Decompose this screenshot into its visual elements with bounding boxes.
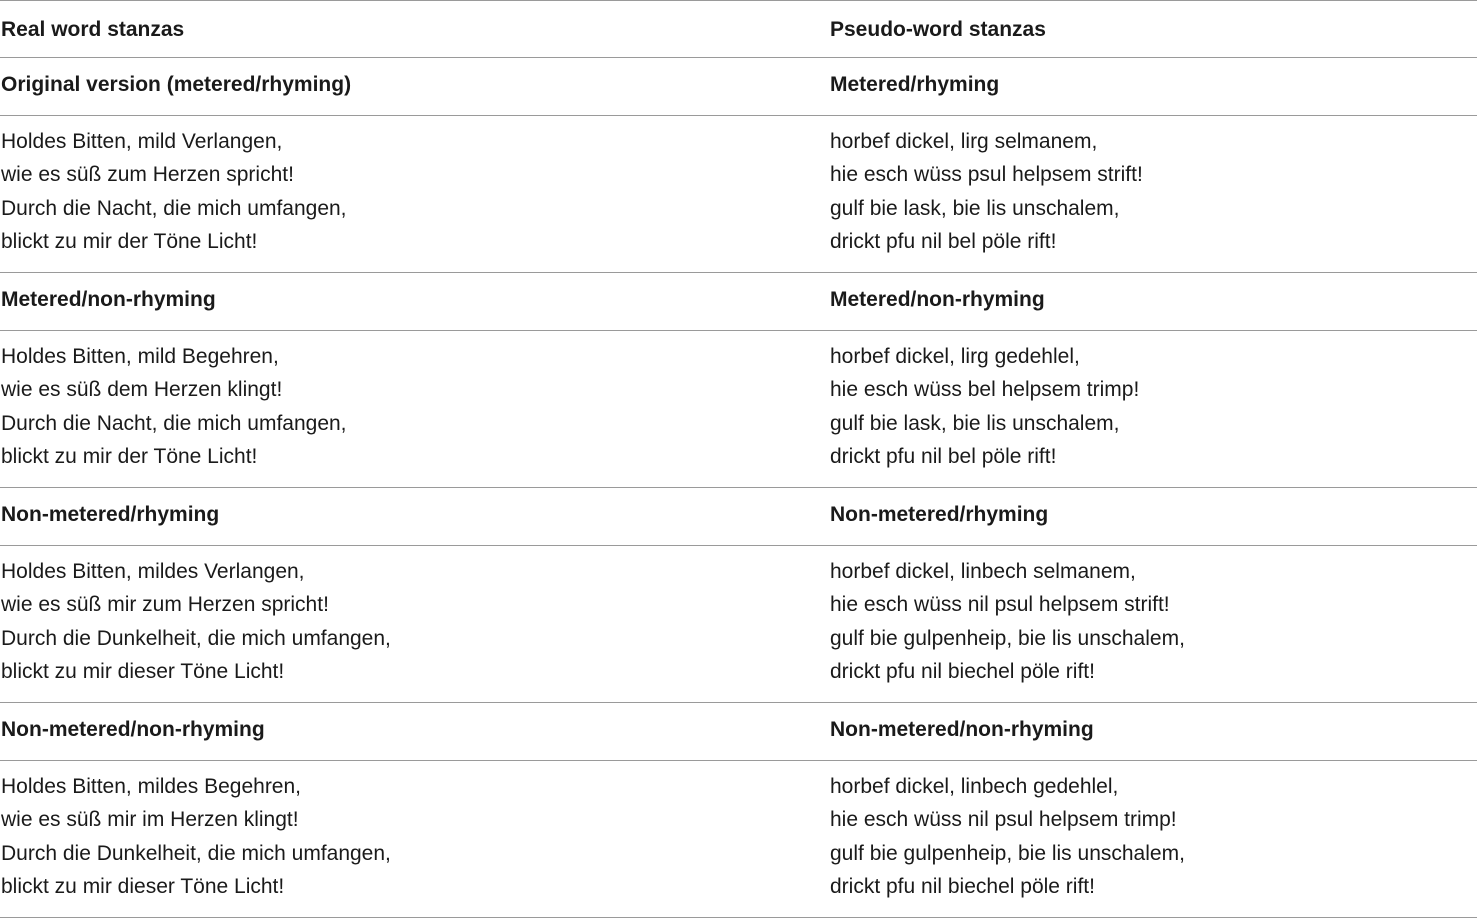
stanza-line: blickt zu mir der Töne Licht!: [1, 445, 258, 469]
condition-row: [0, 58, 1477, 116]
stanza-row: [0, 116, 1477, 273]
real-word-stanza: [0, 761, 829, 917]
condition-title-real: Non-metered/rhyming: [1, 503, 220, 526]
condition-title-pseudo: Non-metered/non-rhyming: [830, 718, 1094, 741]
pseudo-word-stanza: [829, 761, 1477, 917]
real-word-stanza: [0, 116, 829, 272]
condition-title-real: Metered/non-rhyming: [1, 288, 216, 311]
stanza-line: wie es süß dem Herzen klingt!: [1, 378, 283, 402]
stanza-line: gulf bie gulpenheip, bie lis unschalem,: [830, 841, 1185, 865]
condition-row: [0, 703, 1477, 761]
stanza-line: hie esch wüss nil psul helpsem strift!: [830, 593, 1170, 617]
condition-title-pseudo: Metered/non-rhyming: [830, 288, 1045, 311]
stanza-line: drickt pfu nil biechel pöle rift!: [830, 875, 1095, 899]
stanza-line: horbef dickel, lirg gedehlel,: [830, 345, 1080, 368]
condition-row: [0, 273, 1477, 331]
stanza-row: [0, 761, 1477, 918]
stanza-line: horbef dickel, linbech selmanem,: [830, 560, 1136, 583]
stanza-line: Durch die Dunkelheit, die mich umfangen,: [1, 841, 391, 865]
stanza-line: drickt pfu nil bel pöle rift!: [830, 445, 1057, 469]
stanza-line: gulf bie gulpenheip, bie lis unschalem,: [830, 626, 1185, 650]
pseudo-word-stanza: [829, 116, 1477, 272]
stanza-line: hie esch wüss nil psul helpsem trimp!: [830, 808, 1177, 832]
real-word-stanza: [0, 331, 829, 487]
stanza-line: hie esch wüss psul helpsem strift!: [830, 163, 1143, 187]
stanza-line: blickt zu mir dieser Töne Licht!: [1, 660, 285, 684]
table-header-row: [0, 1, 1477, 58]
stanza-line: drickt pfu nil biechel pöle rift!: [830, 660, 1095, 684]
stanza-line: hie esch wüss bel helpsem trimp!: [830, 378, 1140, 402]
stanza-line: blickt zu mir der Töne Licht!: [1, 230, 258, 254]
stanza-line: Holdes Bitten, mild Begehren,: [1, 345, 279, 368]
stanza-line: horbef dickel, linbech gedehlel,: [830, 775, 1119, 798]
stanza-line: Durch die Dunkelheit, die mich umfangen,: [1, 626, 391, 650]
real-word-stanza: [0, 546, 829, 702]
condition-title-pseudo: Metered/rhyming: [830, 73, 1000, 96]
stanza-line: horbef dickel, lirg selmanem,: [830, 130, 1098, 153]
condition-title-real: Non-metered/non-rhyming: [1, 718, 265, 741]
condition-row: [0, 488, 1477, 546]
pseudo-word-stanza: [829, 546, 1477, 702]
stanza-row: [0, 546, 1477, 703]
header-pseudo-word-stanzas: Pseudo-word stanzas: [830, 18, 1046, 41]
stanza-row: [0, 331, 1477, 488]
stanza-line: drickt pfu nil bel pöle rift!: [830, 230, 1057, 254]
stanza-line: wie es süß mir im Herzen klingt!: [1, 808, 299, 832]
stanza-line: gulf bie lask, bie lis unschalem,: [830, 196, 1120, 220]
stanza-line: Holdes Bitten, mildes Begehren,: [1, 775, 301, 798]
stanza-line: gulf bie lask, bie lis unschalem,: [830, 411, 1120, 435]
stanza-line: wie es süß zum Herzen spricht!: [1, 163, 294, 187]
header-real-word-stanzas: Real word stanzas: [1, 18, 185, 41]
stanza-line: wie es süß mir zum Herzen spricht!: [1, 593, 329, 617]
stanza-line: Holdes Bitten, mildes Verlangen,: [1, 560, 305, 583]
condition-title-real: Original version (metered/rhyming): [1, 73, 352, 96]
stanza-line: blickt zu mir dieser Töne Licht!: [1, 875, 285, 899]
stanza-line: Holdes Bitten, mild Verlangen,: [1, 130, 283, 153]
pseudo-word-stanza: [829, 331, 1477, 487]
condition-title-pseudo: Non-metered/rhyming: [830, 503, 1049, 526]
stanza-line: Durch die Nacht, die mich umfangen,: [1, 196, 347, 220]
stanza-line: Durch die Nacht, die mich umfangen,: [1, 411, 347, 435]
